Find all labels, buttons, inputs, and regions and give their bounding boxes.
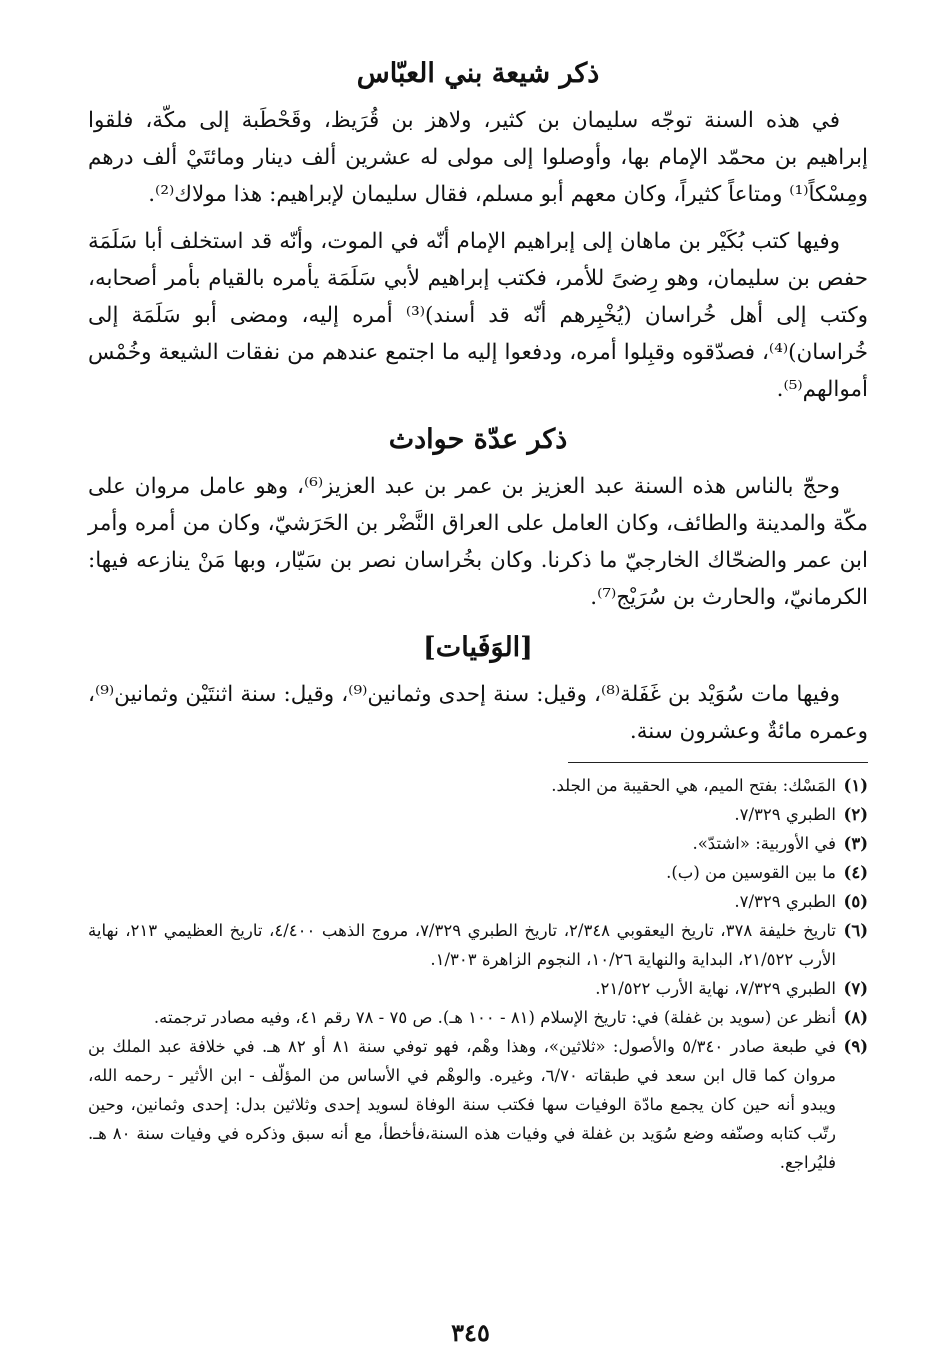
footnote-number: (٣) [843,834,868,853]
footnote-text: أنظر عن (سويد بن غفلة) في: تاريخ الإسلام (٨١ - ١٠٠ هـ). ص ٧٥ - ٧٨ رقم ٤١، وفيه مصادر ترجمته. [153,1008,836,1027]
paragraph: وحجّ بالناس هذه السنة عبد العزيز بن عمر بن عبد العزيز⁽⁶⁾، وهو عامل مروان على مكّة والمدينة والطائف، وكان العامل على العراق النَّضْر بن الحَرَشيّ، وكان من أمره وأمر ابن عمر والضحّاك الخارجيّ ما ذكرنا. وكان بخُراسان نصر بن سَيّار، وبها مَنْ ينازعه فيها: الكرمانيّ، والحارث بن سُرَيْج⁽⁷⁾. [88,474,868,610]
paragraph: في هذه السنة توجّه سليمان بن كثير، ولاهز بن قُرَيظ، وقَحْطَبة إلى مكّة، فلقوا إبراهيم بن محمّد الإمام بها، وأوصلوا إلى مولى له عشرين ألف دينار ومائتَيْ ألف درهم ومِسْكاً⁽¹⁾ ومتاعاً كثيراً، وكان معهم أبو مسلم، فقال سليمان لإبراهيم: هذا مولاك⁽²⁾. [88,108,868,207]
footnote [88,858,868,887]
footnotes [88,771,868,1177]
footnote-number: (٢) [843,805,868,824]
footnote [88,974,868,1003]
footnote-text: تاريخ خليفة ٣٧٨، تاريخ اليعقوبي ٢/٣٤٨، تاريخ الطبري ٧/٣٢٩، مروج الذهب ٤/٤٠٠، تاريخ العظيمي ٢١٣، نهاية الأرب ٢١/٥٢٢، البداية والنهاية ١٠/٢٦، النجوم الزاهرة ١/٣٠٣. [88,921,836,969]
footnote [88,1032,868,1177]
footnote [88,829,868,858]
footnote-text: في طبعة صادر ٥/٣٤٠ والأصول: «ثلاثين»، وهذا وهْم، فهو توفي سنة ٨١ أو ٨٢ هـ. في خلافة عبد الملك بن مروان كما قال ابن سعد في طبقاته ٦/٧٠، وغيره. والوهْم في الأساس من المؤلّف - ابن الأثير - رحمه الله، ويبدو أنه حين كان يجمع مادّة الوفيات سها فكتب سنة الوفاة لسويد إحدى وثلاثين بدل: إحدى وثمانين، وحين رتّب كتابه وصنّفه وضع سُوَيد بن غفلة في وفيات هذه السنة،فأخطأ، مع أنه سبق وذكره في وفيات سنة ٨٠ هـ. فليُراجع. [88,1037,837,1172]
footnote-number: (٨) [843,1008,868,1027]
footnote-number: (٧) [843,979,868,998]
footnote [88,887,868,916]
footnote-text: ما بين القوسين من (ب). [666,863,836,882]
footnote-divider [568,762,868,763]
footnote-number: (١) [843,776,868,795]
page-number: ٣٤٥ [451,1318,490,1347]
footnote-text: المَسْك: بفتح الميم، هي الحقيبة من الجلد. [551,776,836,795]
section-heading-abbasid-partisans: ذكر شيعة بني العبّاس [356,58,600,89]
footnote [88,1003,868,1032]
footnote-text: في الأوربية: «اشتدّ». [692,834,836,853]
footnote-number: (٤) [843,863,868,882]
footnote [88,800,868,829]
footnote-number: (٥) [843,892,868,911]
footnote-number: (٩) [843,1037,868,1056]
footnote [88,771,868,800]
section-heading-events: ذكر عدّة حوادث [388,424,568,455]
footnote-text: الطبري ٧/٣٢٩. [734,892,836,911]
section-heading-deaths: [الوَفَيات] [423,632,533,663]
footnote-number: (٦) [843,921,868,940]
paragraph: وفيها مات سُوَيْد بن غَفَلة⁽⁸⁾، وقيل: سنة إحدى وثمانين⁽⁹⁾، وقيل: سنة اثنتَيْن وثمانين⁽⁹⁾، وعمره مائةٌ وعشرون سنة. [88,682,868,744]
footnote-text: الطبري ٧/٣٢٩. [734,805,836,824]
footnote [88,916,868,974]
page-content [88,52,868,1177]
paragraph: وفيها كتب بُكَيْر بن ماهان إلى إبراهيم الإمام أنّه في الموت، وأنّه قد استخلف أبا سَلَمَة حفص بن سليمان، وهو رِضىً للأمر، فكتب إبراهيم لأبي سَلَمَة يأمره بالقيام بأمر أصحابه، وكتب إلى أهل خُراسان (يُخْبِرهم أنّه قد أسند)⁽³⁾ أمره إليه، ومضى أبو سَلَمَة إلى خُراسان)⁽⁴⁾، فصدّقوه وقبِلوا أمره، ودفعوا إليه ما اجتمع عندهم من نفقات الشيعة وخُمْس أموالهم⁽⁵⁾. [88,229,868,402]
footnote-text: الطبري ٧/٣٢٩، نهاية الأرب ٢١/٥٢٢. [595,979,836,998]
